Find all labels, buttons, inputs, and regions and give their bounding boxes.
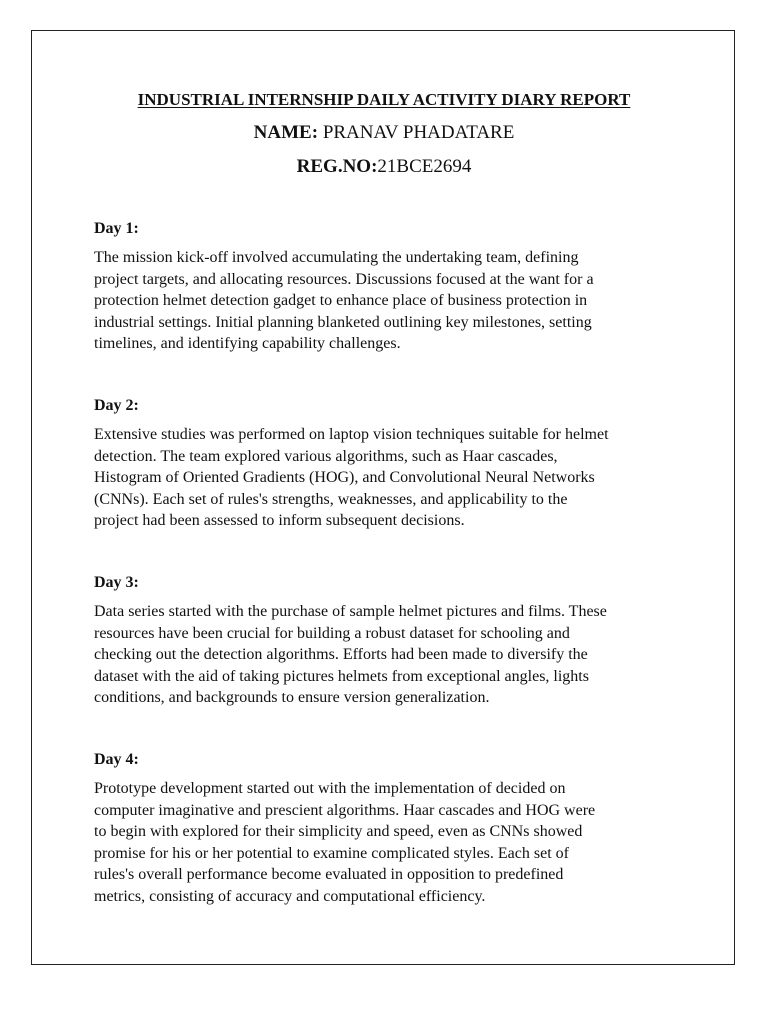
- day-1-line: timelines, and identifying capability challenges.: [94, 335, 401, 352]
- day-2-paragraph: [94, 424, 694, 532]
- day-2-heading: Day 2:: [94, 397, 139, 414]
- registration-number: [0, 156, 768, 178]
- day-3-line: checking out the detection algorithms. Efforts had been made to diversify the: [94, 646, 588, 663]
- day-1-line: The mission kick-off involved accumulating the undertaking team, defining: [94, 249, 579, 266]
- day-3-line: dataset with the aid of taking pictures helmets from exceptional angles, lights: [94, 667, 589, 685]
- day-3-heading: Day 3:: [94, 574, 139, 591]
- day-4-line: rules's overall performance become evaluated in opposition to predefined: [94, 866, 564, 883]
- day-2-line: Histogram of Oriented Gradients (HOG), and Convolutional Neural Networks: [94, 469, 595, 486]
- day-3-line: conditions, and backgrounds to ensure version generalization.: [94, 689, 490, 706]
- day-1-line: industrial settings. Initial planning blanketed outlining key milestones, setting: [94, 313, 592, 331]
- report-title: INDUSTRIAL INTERNSHIP DAILY ACTIVITY DIARY REPORT: [137, 90, 631, 109]
- reg-value: 21BCE2694: [377, 156, 472, 177]
- day-1-paragraph: [94, 247, 694, 355]
- day-4-line: promise for his or her potential to examine complicated styles. Each set of: [94, 844, 569, 862]
- name-label: NAME:: [253, 122, 319, 143]
- day-4-line: computer imaginative and prescient algorithms. Haar cascades and HOG were: [94, 801, 596, 819]
- day-3-line: Data series started with the purchase of sample helmet pictures and films. These: [94, 603, 607, 620]
- student-name: [0, 122, 768, 144]
- day-4-paragraph: [94, 778, 694, 907]
- day-1-line: protection helmet detection gadget to enhance place of business protection in: [94, 292, 588, 309]
- day-2-line: project had been assessed to inform subsequent decisions.: [94, 512, 465, 529]
- name-value: PRANAV PHADATARE: [318, 122, 515, 143]
- day-3-line: resources have been crucial for building a robust dataset for schooling and: [94, 624, 570, 642]
- day-3-paragraph: [94, 601, 694, 709]
- reg-label: REG.NO:: [296, 156, 378, 177]
- day-2-line: Extensive studies was performed on laptop vision techniques suitable for helmet: [94, 426, 609, 443]
- day-4-line: Prototype development started out with the implementation of decided on: [94, 780, 566, 797]
- day-4-line: to begin with explored for their simplicity and speed, even as CNNs showed: [94, 823, 583, 840]
- day-1-line: project targets, and allocating resources. Discussions focused at the want for a: [94, 270, 594, 288]
- day-2-line: (CNNs). Each set of rules's strengths, weaknesses, and applicability to the: [94, 490, 568, 508]
- day-2-line: detection. The team explored various algorithms, such as Haar cascades,: [94, 447, 558, 465]
- day-1-heading: Day 1:: [94, 220, 139, 237]
- day-4-line: metrics, consisting of accuracy and computational efficiency.: [94, 887, 486, 905]
- day-4-heading: Day 4:: [94, 751, 139, 768]
